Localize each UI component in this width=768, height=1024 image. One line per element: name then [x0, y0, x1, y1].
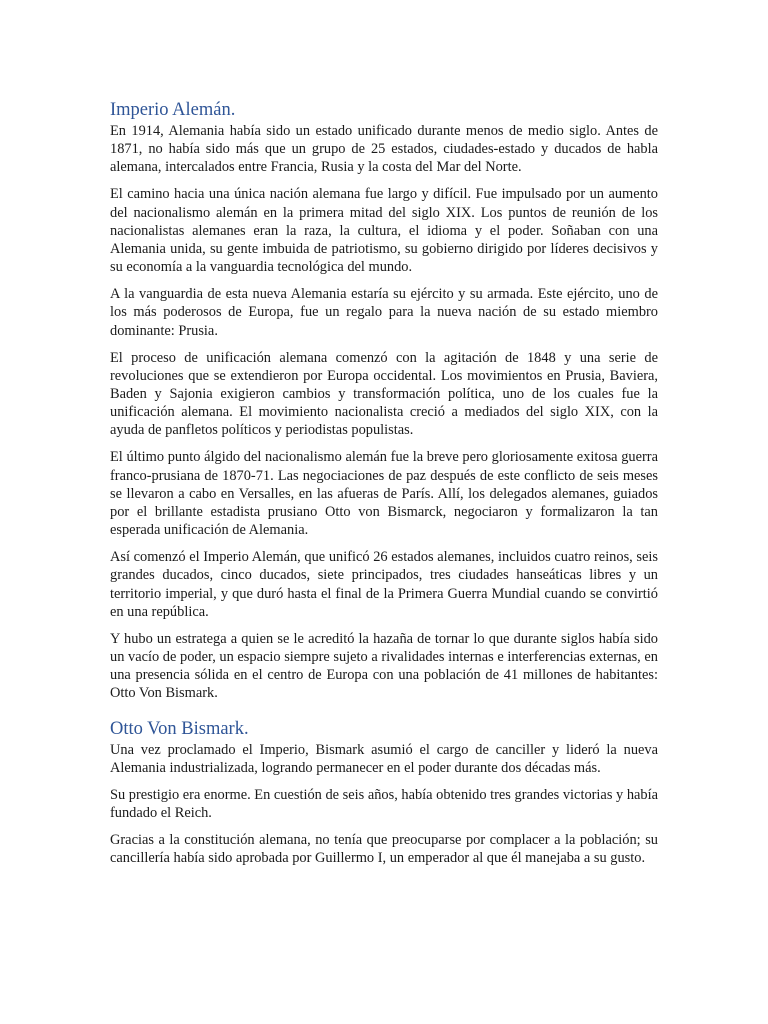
paragraph: Y hubo un estratega a quien se le acreditó la hazaña de tornar lo que durante siglos había sido un vacío de poder, un espacio siempre sujeto a rivalidades internas e interferencias externas, en una presencia sólida en el centro de Europa con una población de 41 millones de habitantes: Otto Von Bismark. [110, 630, 658, 702]
paragraph: Su prestigio era enorme. En cuestión de seis años, había obtenido tres grandes victorias y había fundado el Reich. [110, 786, 658, 822]
paragraph: Una vez proclamado el Imperio, Bismark asumió el cargo de canciller y lideró la nueva Alemania industrializada, logrando permanecer en el poder durante dos décadas más. [110, 741, 658, 776]
section-heading: Otto Von Bismark. [110, 718, 249, 739]
paragraph: El camino hacia una única nación alemana fue largo y difícil. Fue impulsado por un aumento del nacionalismo alemán en la primera mitad del siglo XIX. Los puntos de reunión de los nacionalistas alemanes eran la raza, la cultura, el idioma y el poder. Soñaban con una Alemania unida, su gente imbuida de patriotismo, su gobierno dirigido por líderes decisivos y su economía a la vanguardia tecnológica del mundo. [110, 186, 658, 276]
paragraph: A la vanguardia de esta nueva Alemania estaría su ejército y su armada. Este ejército, uno de los más poderosos de Europa, fue un regalo para la nueva nación de su estado miembro dominante: Prusia. [110, 286, 658, 339]
section-heading: Imperio Alemán. [110, 100, 236, 120]
section-imperio-aleman [110, 98, 658, 703]
paragraph: En 1914, Alemania había sido un estado unificado durante menos de medio siglo. Antes de 1871, no había sido más que un grupo de 25 estados, ciudades-estado y ducados de habla alemana, intercalados entre Francia, Rusia y la costa del Mar del Norte. [110, 123, 658, 176]
section-otto-von-bismark [110, 717, 658, 868]
paragraph: El proceso de unificación alemana comenzó con la agitación de 1848 y una serie de revoluciones que se extendieron por Europa occidental. Los movimientos en Prusia, Baviera, Baden y Sajonia exigieron cambios y transformación política, uno de los cuales fue la unificación alemana. El movimiento nacionalista creció a mediados del siglo XIX, con la ayuda de panfletos políticos y periodistas populistas. [110, 349, 658, 439]
paragraph: Así comenzó el Imperio Alemán, que unificó 26 estados alemanes, incluidos cuatro reinos, seis grandes ducados, cinco ducados, siete principados, tres ciudades hanseáticas libres y un territorio imperial, y que duró hasta el final de la Primera Guerra Mundial cuando se convirtió en una república. [110, 549, 658, 620]
paragraph: Gracias a la constitución alemana, no tenía que preocuparse por complacer a la población; su cancillería había sido aprobada por Guillermo I, un emperador al que él manejaba a su gusto. [110, 832, 658, 867]
paragraph: El último punto álgido del nacionalismo alemán fue la breve pero gloriosamente exitosa guerra franco-prusiana de 1870-71. Las negociaciones de paz después de este conflicto de seis meses se llevaron a cabo en Versalles, en las afueras de París. Allí, los delegados alemanes, guiados por el brillante estadista prusiano Otto von Bismarck, negociaron y formalizaron la tan esperada unificación de Alemania. [110, 449, 658, 539]
document-page [110, 98, 658, 876]
